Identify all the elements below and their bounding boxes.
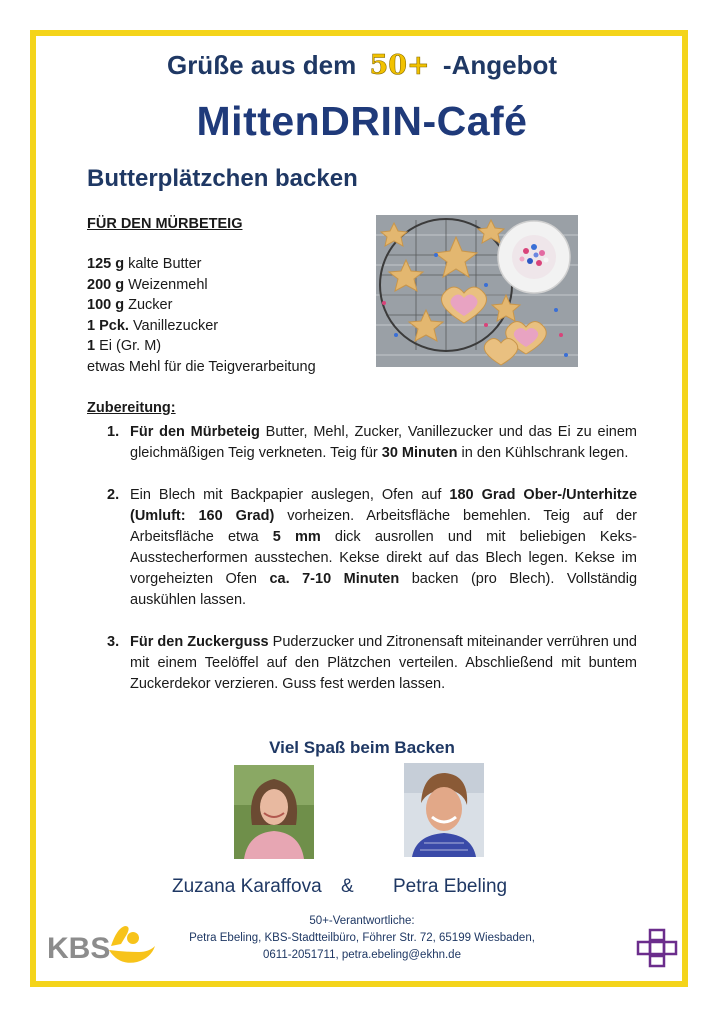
- page-title: MittenDRIN-Café: [196, 98, 528, 144]
- ingredient-amount: 100 g: [87, 297, 125, 313]
- ingredient-item: [87, 254, 316, 275]
- footer-line-2: Petra Ebeling, KBS-Stadtteilbüro, Föhrer Str. 72, 65199 Wiesbaden,: [189, 932, 535, 944]
- step-number: 3.: [107, 634, 120, 650]
- step-text: [130, 422, 637, 464]
- step-text: [130, 632, 637, 695]
- host-photo-right: [404, 763, 484, 857]
- ingredient-item: [87, 336, 316, 357]
- host-separator: &: [341, 876, 354, 897]
- step-text-emphasis: 30 Minuten: [381, 445, 458, 461]
- step-text-part: backen (pro Blech). Vollständig auskühlen lassen.: [130, 571, 638, 608]
- ingredient-name: kalte Butter: [124, 256, 202, 272]
- step-text-part: Ein Blech mit Backpapier auslegen, Ofen auf: [130, 487, 450, 503]
- step-text-part: vorheizen. Arbeitsfläche bemehlen. Teig auf der Arbeitsfläche etwa: [130, 508, 637, 545]
- greeting-prefix: Grüße aus dem: [166, 50, 357, 80]
- kbs-logo: [47, 922, 157, 966]
- step-number: 1.: [107, 424, 120, 440]
- step-item: [107, 485, 637, 611]
- ingredient-amount: 1 Pck.: [87, 317, 129, 334]
- ingredient-amount: 200 g: [87, 276, 125, 293]
- ingredient-item: [87, 275, 316, 296]
- step-text-emphasis: ca. 7-10 Minuten: [269, 571, 400, 587]
- ingredient-name: Weizenmehl: [124, 276, 208, 293]
- footer-line-3: 0611-2051711, petra.ebeling@ekhn.de: [263, 949, 461, 961]
- host-photo-left: [234, 765, 314, 859]
- closing-line: Viel Spaß beim Backen: [269, 738, 455, 757]
- step-text-emphasis: 180 Grad Ober-/Unterhitze (Umluft: 160 Grad): [130, 487, 638, 524]
- ingredient-name: etwas Mehl für die Teigverarbeitung: [87, 358, 316, 375]
- step-text-part: Puderzucker und Zitronensaft miteinander verrühren und mit einem Teelöffel auf den Plätzchen verteilen. Abschließend mit buntem Zuckerdekor verzieren. Guss fest werden lassen.: [130, 634, 637, 692]
- step-text-part: in den Kühlschrank legen.: [457, 445, 629, 461]
- step-number: 2.: [107, 487, 120, 503]
- step-text-part: Butter, Mehl, Zucker, Vanillezucker und das Ei zu einem gleichmäßigen Teig verkneten. Teig für: [130, 424, 637, 461]
- greeting-suffix: -Angebot: [442, 50, 558, 80]
- greeting-line: [0, 50, 724, 81]
- step-item: [107, 422, 637, 464]
- step-text-emphasis: 5 mm: [272, 529, 321, 545]
- preparation-heading: Zubereitung:: [87, 400, 176, 416]
- preparation-steps: [107, 422, 637, 716]
- ingredient-item: [87, 357, 316, 378]
- step-text-emphasis: Für den Mürbeteig: [130, 424, 260, 440]
- ingredient-name: Vanillezucker: [128, 317, 219, 334]
- step-text-emphasis: Für den Zuckerguss: [130, 634, 269, 650]
- host-name-right: Petra Ebeling: [393, 876, 508, 897]
- recipe-title: Butterplätzchen backen: [87, 165, 358, 192]
- step-text-part: dick ausrollen und mit beliebigen Keks-Ausstecherformen ausstechen. Kekse direkt auf das Blech legen. Kekse im vorgeheizten Ofen: [130, 529, 637, 587]
- kbs-logo-text: KBS: [47, 932, 111, 965]
- ekhn-cross-logo: [636, 928, 678, 968]
- host-name-left: Zuzana Karaffova: [172, 876, 322, 897]
- ingredient-amount: 1: [87, 338, 96, 354]
- cookies-photo: [376, 215, 578, 367]
- step-text: [130, 485, 637, 611]
- ingredients-heading: FÜR DEN MÜRBETEIG: [87, 216, 243, 232]
- ingredient-amount: 125 g: [87, 256, 125, 272]
- footer-line-1: 50+-Verantwortliche:: [309, 915, 415, 927]
- ingredient-list: [87, 254, 316, 377]
- ingredient-item: [87, 295, 316, 316]
- step-item: [107, 632, 637, 695]
- ingredient-name: Ei (Gr. M): [95, 338, 162, 354]
- ingredient-item: [87, 316, 316, 337]
- ingredient-name: Zucker: [124, 297, 173, 313]
- fifty-plus-badge: 50+: [369, 50, 430, 81]
